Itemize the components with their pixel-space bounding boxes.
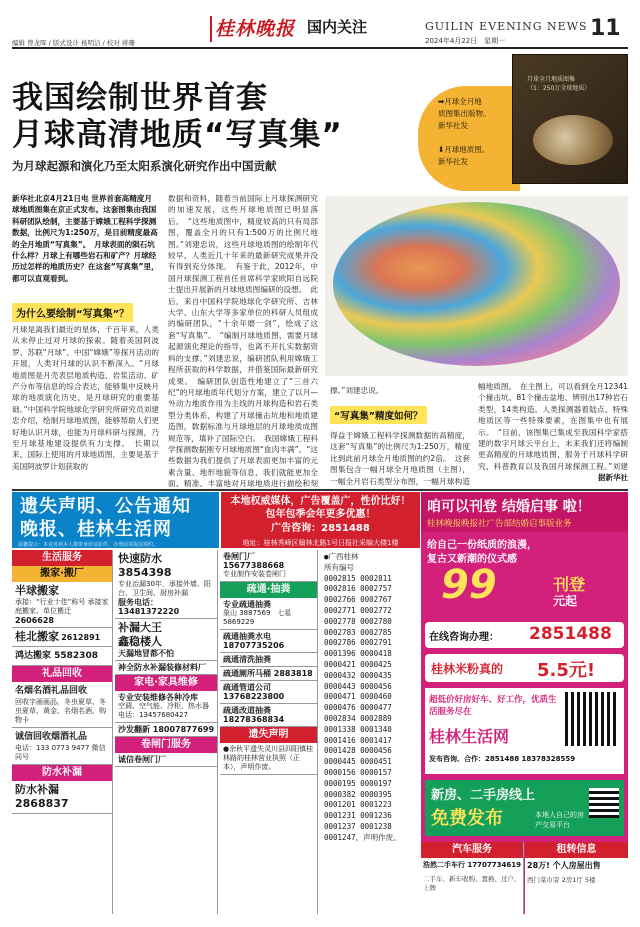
atlas-cover-photo xyxy=(512,54,628,184)
code-line: 0000476 0000477 xyxy=(324,703,392,713)
ad-line: 卷闸门厂 15677388668 xyxy=(223,552,285,570)
code-line: 0002771 0002772 xyxy=(324,605,392,615)
ad-ricenoodle xyxy=(425,654,624,682)
lunar-geologic-map xyxy=(325,196,628,376)
ad-line: 5.5元! xyxy=(537,660,596,681)
section-heading-2: “写真集”精度如何？ xyxy=(330,406,427,424)
ad-heading: 疏通·抽粪 xyxy=(220,582,317,598)
ad-line: 2606628 xyxy=(15,616,54,625)
ad-line: 鸿达搬家 5582308 xyxy=(15,651,98,661)
code-line: 0002816 0002757 xyxy=(324,584,392,594)
code-line: 所有编号 xyxy=(324,562,354,572)
code-line: 0000195 0000197 xyxy=(324,778,392,788)
ad-line: 28万! 个人房屋出售 xyxy=(527,861,601,870)
ad-line: 天漏地冒都不怕 xyxy=(118,649,174,658)
ad-price-label: 刊登 xyxy=(553,575,586,594)
ad-line: 专业制作安装卷闸门 xyxy=(223,570,286,578)
ad-line: 西门菜市旁 2房1厅 5楼 xyxy=(527,876,596,884)
ad-heading: 遗失声明 xyxy=(220,727,317,743)
ad-line: 疏通清洗抽粪 xyxy=(223,655,271,664)
ad-heading: 礼品回收 xyxy=(12,666,112,682)
badge-line: ➡月球全月地 xyxy=(438,97,482,106)
ad-heading: 卷闸门服务 xyxy=(115,737,217,753)
section-heading-1: 为什么要绘制“写真集”？ xyxy=(12,303,133,322)
ad-line: 空调、空气能、冷柜、热水器 xyxy=(118,702,209,710)
ad-column-drain xyxy=(220,550,318,914)
ad-line: 晚报、桂林生活网 xyxy=(20,519,172,540)
moon-image xyxy=(533,115,613,165)
code-line: 0000156 0000157 xyxy=(324,767,392,777)
ad-divider xyxy=(12,489,628,491)
issue-date: 2024年4月22日 星期一 xyxy=(425,37,506,45)
code-line: 0002766 0002767 xyxy=(324,595,392,605)
ad-line: 本地权威媒体，广告覆盖广，性价比好！ xyxy=(230,496,411,507)
ad-line: 回收字画画品、冬虫夏草、冬虫夏草、黄金、名烟名酒、购物卡 xyxy=(15,698,106,724)
ad-line: 专业疏通抽粪 xyxy=(223,600,271,609)
ad-line: 诚信卷闸门厂 xyxy=(118,755,166,764)
header-divider xyxy=(210,16,212,42)
article-col3-top: 撑。”刘建忠说。 xyxy=(330,386,384,395)
ad-subheading: 搬家·搬厂 xyxy=(12,566,112,582)
ad-heading: 生活服务 xyxy=(12,550,112,566)
ad-heading: 汽车服务 xyxy=(421,842,523,858)
ad-line: 疏通抽粪水电 18707735206 xyxy=(223,632,285,650)
code-line: 0002815 0002811 xyxy=(324,573,392,583)
ad-line: 包年包季会年更多优惠！ xyxy=(265,509,376,520)
headline-line-1: 我国绘制世界首套 xyxy=(12,80,268,116)
map-ellipse xyxy=(333,202,620,366)
ad-phone-label: 在线咨询办理： xyxy=(429,632,499,643)
lead-paragraph: 新华社北京4月21日电 世界首套高精度月球地质图集在京正式发布。这套图集由我国科研团队绘制，主要基于嫦娥工程科学探测数据，比例尺为1:250万，是目前精度最高的全月地质“写真集”。 月球表面的陨石坑什么样？月球上有哪些岩石和矿产？月球经历过怎样的地质历史？在这套“写真集”里，都可以直观看到。 xyxy=(12,194,159,283)
ad-tip: 温馨提示：本业务须本人携带身份证原件，办理前请提前预约。 xyxy=(18,542,159,548)
cover-title: 月球全月地质图集 （1：250万全球地质） xyxy=(527,76,591,92)
ad-media xyxy=(221,492,420,548)
ad-line: 给自己一份纸质的浪漫， xyxy=(427,540,537,551)
ad-column-life xyxy=(12,550,113,914)
page-header xyxy=(0,0,640,50)
code-line: ●广西桂林 xyxy=(324,552,359,561)
headline xyxy=(12,80,343,154)
ad-phone-box xyxy=(425,622,624,648)
ad-heading: 租转信息 xyxy=(525,842,628,858)
ad-rent xyxy=(525,842,628,914)
ad-line: 疏通厕所马桶 2883818 xyxy=(223,669,313,678)
ad-line: 象山 3887569 七星 5869229 xyxy=(223,609,292,626)
ad-line: 电话：133 0773 9477 微信同号 xyxy=(15,744,106,761)
ad-line: 桂林米粉真的 xyxy=(431,662,504,676)
ad-line: 名烟名酒礼品回收 xyxy=(15,686,88,696)
ad-line: 防水补漏 2868837 xyxy=(15,783,69,810)
ad-line: 专业安装维修各种冷库 xyxy=(118,693,198,702)
code-line: 0000443 0000456 xyxy=(324,681,392,691)
code-line: 0001428 0000456 xyxy=(324,746,392,756)
qr-code-icon xyxy=(565,692,619,746)
ad-line: 桂林生活网 xyxy=(429,727,510,746)
ad-line: 遗失声明、公告通知 xyxy=(20,496,191,517)
ad-line: 超低价好房好车、好工作，优质生活服务尽在 xyxy=(429,695,557,717)
ad-heading: 家电·家具维修 xyxy=(115,675,217,691)
ad-line: 诚信回收烟酒礼品 xyxy=(15,732,88,742)
ad-line: 神全防水补漏装修材料厂 xyxy=(118,663,206,672)
ad-line: 电话：13457680427 xyxy=(118,711,188,719)
ad-line: ●余秋平遗失灵川县四阳镇桂林路的桂林营业执照（正本），声明作废。 xyxy=(223,745,314,771)
subheadline: 为月球起源和演化乃至太阳系演化研究作出中国贡献 xyxy=(12,159,277,173)
code-line: 0001201 0001223 xyxy=(324,800,392,810)
ad-line: 疏通管道公司 13768223800 xyxy=(223,683,285,701)
badge-line: 质图集出版物。 xyxy=(438,109,491,118)
article-column-1: 月球是离我们最近的星体，千百年来，人类从未停止过对月球的探索。随着美国阿波罗、苏联“月球”、中国“嫦娥”等探月活动的开展，人类对月球的认识不断深入。“月球地质图是月壳表层地质构造、岩浆活动、矿产分布等信息的综合表达，能够集中反映月球的地质演化历史，是月球研究的重要基础。”中国科学院地球化学研究所研究员刘建忠介绍，绘制月球地质图，能够帮助人们更好地认识月球，也能为月球科研与探测，乃至月球基地建设提供有力支撑。 长期以来，国际上使用的月球地质图，主要是基于美国阿波罗计划获取的 xyxy=(12,325,159,471)
code-line: 0000382 0000395 xyxy=(324,789,392,799)
ad-line: 专业治漏30年，承接外墙、阳台、卫生间、厨房补漏 xyxy=(118,580,211,597)
lost-certificate-list xyxy=(320,550,419,846)
code-line: 0001416 0001417 xyxy=(324,735,392,745)
ad-line: 鑫稳楼人 xyxy=(118,635,162,648)
badge-line: 新华社发 xyxy=(438,157,468,166)
ad-line: 快速防水 3854398 xyxy=(118,552,172,579)
ad-line: 复古又新潮的仪式感 xyxy=(427,554,517,565)
ad-line: 本地人自己的房产交易平台 xyxy=(535,811,584,829)
ad-phone: 广告咨询：2851488 xyxy=(271,523,370,534)
page-number: 11 xyxy=(590,16,621,41)
ad-column-notice xyxy=(320,550,419,914)
ad-line: 承接：“行业十佳”称号 承接家庭搬家、单位搬迁 xyxy=(15,598,109,615)
badge-line: ⬇月球地质图。 xyxy=(438,145,490,154)
ad-line: 补漏大王 xyxy=(118,621,162,634)
ad-column-repair xyxy=(115,550,218,914)
code-line: 0000445 0000451 xyxy=(324,757,392,767)
newspaper-logo: 桂林晚报 xyxy=(215,18,296,40)
section-title: 国内关注 xyxy=(307,18,368,36)
code-line: 0000421 0000425 xyxy=(324,659,392,669)
qr-code-icon xyxy=(589,788,619,818)
code-line: 0001237 0001238 xyxy=(324,821,392,831)
headline-line-2: 月球高清地质“写真集” xyxy=(12,117,343,153)
ad-house xyxy=(425,780,624,836)
english-title: GUILIN EVENING NEWS xyxy=(425,20,588,33)
ad-line: 半球搬家 xyxy=(15,584,59,597)
ad-line: 桂北搬家 xyxy=(15,630,59,643)
ad-price: 99 xyxy=(441,562,497,608)
ad-lost-notice xyxy=(12,492,219,548)
ad-line: 新房、二手房线上 xyxy=(431,788,536,803)
code-line: 0001396 0000418 xyxy=(324,649,392,659)
header-rule xyxy=(12,47,628,49)
code-line: 0001338 0001340 xyxy=(324,724,392,734)
ad-title: 咱可以刊登 结婚启事 啦！ xyxy=(427,499,591,515)
code-line: 0002786 0002791 xyxy=(324,638,392,648)
ad-line: 2612891 xyxy=(61,633,101,642)
code-line: 0000471 0000460 xyxy=(324,692,392,702)
ad-line: 服务电话：13481372220 xyxy=(118,598,180,616)
photo-caption-badge xyxy=(418,86,520,191)
badge-line: 新华社发 xyxy=(438,121,468,130)
ad-price-unit: 元起 xyxy=(553,594,578,608)
ad-wedding xyxy=(421,492,628,914)
code-line: 0001231 0001236 xyxy=(324,811,392,821)
ad-line: 浩然二手车行 17707734619 xyxy=(423,861,522,869)
ad-wedding-top xyxy=(421,492,628,532)
byline: 据新华社 xyxy=(598,473,628,482)
ad-line: 疏通改道抽粪 18278368834 xyxy=(223,706,285,724)
masthead xyxy=(215,14,425,40)
ad-life-net xyxy=(425,688,624,774)
ad-line: 沙发翻新 18007877699 xyxy=(118,725,215,734)
code-line: 0001247，声明作废。 xyxy=(324,832,401,842)
code-line: 0002778 0002780 xyxy=(324,616,392,626)
ad-heading: 防水补漏 xyxy=(12,765,112,781)
ad-phone-number: 2851488 xyxy=(529,624,612,644)
article-column-3: 得益于嫦娥工程科学探测数据的高精度，这套“写真集”的比例尺为1:250万，精度比到此前月球全月地质图的约2倍。 这套图集包含一幅月球全月地质图（主图），一幅全月岩石类型分布图，一幅月球构造 xyxy=(330,431,470,486)
code-line: 0000432 0000435 xyxy=(324,670,392,680)
article-column-4: 幅地质图。 在主图上，可以看到全月12341个撞击坑、81个撞击盆地、辨别出17种岩石类型，14类构造。人类探测器着陆点、特殊地质区等一些特殊要素，在图集中也有展示。 “目前，该图集已集成至我国科学家搭建的数字月球云平台上，未来我们还将编制更高精度的月球地质图，服务于月球科学研究、科普教育以及我国月球探测工程。”刘建 xyxy=(478,382,628,471)
code-line: 0002834 0002889 xyxy=(324,713,392,723)
article-column-2: 数据和资料，随着当前国际上月球探测研究的加速发展，这些月球地质图已明显落后。 “这些地质图中，精度较高的只有局部图，覆盖全月的只有1:500万的比例尺地图。”刘建忠说，这些月球地质图的绘制年代较早，人类近几十年来的最新研究成果并没有得到充分体现。 有鉴于此，2012年，中国月球探测工程首任首席科学家欧阳自远院士提出开展新的月球地质图编研的设想。 此后，来自中国科学院地球化学研究所、吉林大学、山东大学等多家单位的科研人员组成的编研团队，“十余年磨一剑”，绘成了这套“写真集”。 “编制月球地质图，需要月球起源演化理论的指导，也离不开扎实数据资料的支撑。”刘建忠说，编研团队利用嫦娥工程所获取的科学数据，并借鉴国际最新研究成果。 编研团队创造性地建立了“三首六纪”的月球地质年代划分方案，建立了以月—外动力地质作用为主线的月球构造和岩石类型分类体系，构建了月球撞击坑地和地质建造图，数据标准与月球地层的月球地质成图规范等，填补了国际空白。 我国嫦娥工程科学探测数据刚专月球地质图“血肉丰满”。“这些数据为我们提供了月球表面更加丰富的元素含量、地形地貌等信息，我们就能更加全面、精准、丰富地对月球地质进行描绘和刻 xyxy=(168,194,318,488)
ad-line: 免费发布 xyxy=(431,808,503,829)
ad-line: 二手车、新车收购、置换、过户、上牌 xyxy=(423,875,521,892)
ad-address: 地址：桂林秀峰区翰林北路1号日报社采编大楼1楼 xyxy=(242,539,399,547)
code-line: 0002783 0002785 xyxy=(324,627,392,637)
editor-line: 编辑 曾龙晖 / 版式设计 杨明洁 / 校对 蒋珊 xyxy=(12,39,135,47)
ad-subtitle: 桂林晚报晚报社广告部结婚启事版业务 xyxy=(427,519,572,529)
ad-car xyxy=(421,842,524,914)
ad-line: 发布咨询、合作：2851488 18378328559 xyxy=(429,755,576,763)
